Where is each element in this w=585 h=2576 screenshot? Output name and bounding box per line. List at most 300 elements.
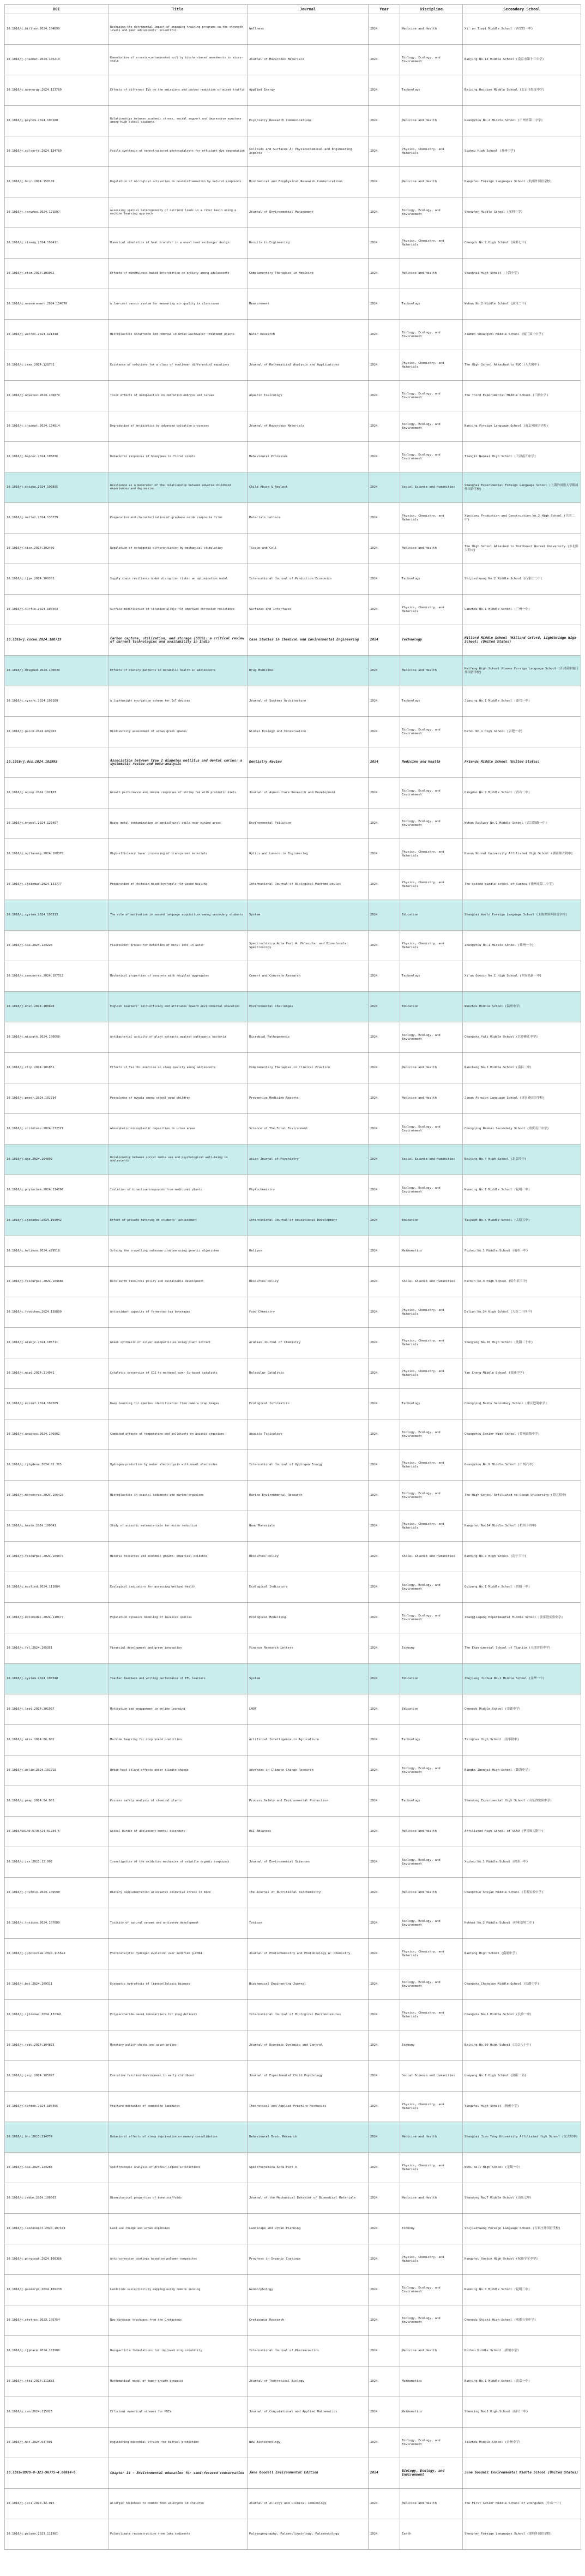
discipline-cell: Biology, Ecology, and Environment [400,2305,463,2336]
doi-cell[interactable]: 10.1016/j.bbr.2023.114774 [5,2122,108,2153]
table-row[interactable] [5,2367,581,2397]
discipline-cell: Social Science and Humanities [400,1267,463,1297]
journal-cell: International Journal of Biological Macromolecules [248,870,369,900]
title-cell: Effects of dietary patterns on metabolic health in adolescents [108,656,248,686]
doi-cell[interactable]: 10.1016/j.beproc.2024.105036 [5,442,108,472]
school-cell: Friends Middle School (United States) [463,747,581,778]
school-cell: Hillard Middle School (Hillard Oxford, Lightbridge High School) (United States) [463,625,581,656]
doi-cell[interactable]: 10.1016/j.bej.2024.109311 [5,1969,108,2000]
table-row[interactable] [5,778,581,808]
table-row[interactable] [5,2214,581,2244]
doi-cell[interactable]: 10.1016/j.ecolmodel.2024.110677 [5,1603,108,1633]
doi-cell[interactable]: 10.1016/B978-0-323-96775-4.00014-6 [5,2458,108,2489]
doi-cell[interactable]: 10.1016/j.dsx.2024.102995 [5,747,108,778]
year-cell: 2024 [369,870,400,900]
title-cell: Mineral resources and economic growth: empirical evidence [108,1542,248,1572]
doi-cell[interactable]: 10.1016/j.jnutbio.2024.109598 [5,1878,108,1908]
journal-cell: Complementary Therapies in Medicine [248,259,369,289]
doi-cell[interactable]: 10.1016/j.ijhydene.2024.03.305 [5,1450,108,1481]
doi-cell[interactable]: 10.1016/j.cscee.2024.100719 [5,625,108,656]
doi-cell[interactable]: 10.1016/j.landusepol.2024.107189 [5,2214,108,2244]
year-cell: 2024 [369,2489,400,2519]
journal-cell: Palaeogeography, Palaeoclimatology, Palaeoecology [248,2519,369,2550]
journal-cell: Journal of Allergy and Clinical Immunology [248,2489,369,2519]
year-cell: 2024 [369,1664,400,1694]
table-row[interactable] [5,1206,581,1236]
journal-cell: Global Ecology and Conservation [248,717,369,747]
doi-cell[interactable]: 10.1016/j.jaci.2023.12.015 [5,2489,108,2519]
table-row[interactable] [5,14,581,45]
journal-cell: Surfaces and Interfaces [248,595,369,625]
year-cell: 2024 [369,2367,400,2397]
doi-cell[interactable]: 10.1016/j.ijbiomac.2024.132341 [5,2000,108,2030]
discipline-cell: Biology, Ecology, and Environment [400,1419,463,1450]
doi-cell[interactable]: 10.1016/j.frl.2024.105351 [5,1633,108,1664]
table-row[interactable] [5,1481,581,1511]
doi-cell[interactable]: 10.1016/j.saa.2024.124228 [5,931,108,961]
table-row[interactable] [5,1053,581,1083]
table-row[interactable] [5,656,581,686]
table-row[interactable] [5,442,581,472]
table-row[interactable] [5,503,581,534]
table-row[interactable] [5,1297,581,1328]
journal-cell: Aquatic Toxicology [248,381,369,411]
title-cell: Heavy metal contamination in agricultural soils near mining areas [108,808,248,839]
table-row[interactable] [5,289,581,320]
doi-cell[interactable]: 10.1016/j.jhazmat.2024.135210 [5,45,108,75]
table-row[interactable] [5,1114,581,1145]
doi-cell[interactable]: 10.1016/j.uclim.2024.101918 [5,1756,108,1786]
title-cell: Deep learning for species identification from camera trap images [108,1389,248,1419]
school-cell: Shandong Experimental High School (山东省实验中学) [463,1786,581,1817]
discipline-cell: Mathematics [400,2367,463,2397]
discipline-cell: Biology, Ecology, and Environment [400,1114,463,1145]
title-cell: Population dynamics modeling of invasive species [108,1603,248,1633]
title-cell: Antibacterial activity of plant extracts against pathogenic bacteria [108,1022,248,1053]
journal-cell: Journal of Computational and Applied Mathematics [248,2397,369,2428]
doi-cell[interactable]: 10.1016/j.sysarc.2024.103189 [5,686,108,717]
table-row[interactable] [5,1878,581,1908]
year-cell: 2024 [369,747,400,778]
title-cell: Resilience as a moderator of the relationship between adverse childhood experiences and depression [108,472,248,503]
journal-cell: Resources Policy [248,1542,369,1572]
doi-cell[interactable]: 10.1016/j.jhazmat.2024.134814 [5,411,108,442]
table-row[interactable] [5,1908,581,1939]
journal-cell: Marine Environmental Research [248,1481,369,1511]
school-cell: Shaoxing No.1 High School (绍兴一中) [463,2397,581,2428]
doi-cell[interactable]: 10.1016/j.system.2024.103313 [5,900,108,931]
doi-cell[interactable]: 10.1016/j.hmate.2024.100041 [5,1511,108,1542]
doi-cell[interactable]: 10.1016/j.arabjc.2024.105711 [5,1328,108,1358]
table-row[interactable] [5,747,581,778]
doi-cell[interactable]: 10.1016/j.envc.2024.100898 [5,992,108,1022]
table-row[interactable] [5,1603,581,1633]
school-cell: Nantong High School (南通中学) [463,1939,581,1969]
doi-cell[interactable]: 10.1016/j.jtbi.2024.111833 [5,2367,108,2397]
journal-cell: Journal of Theoretical Biology [248,2367,369,2397]
discipline-cell: Biology, Ecology, and Environment [400,197,463,228]
year-cell: 2024 [369,2000,400,2030]
table-row[interactable] [5,2183,581,2214]
school-cell: Hohhot No.2 Middle School (呼和浩特二中) [463,1908,581,1939]
title-cell: Effects of mindfulness-based intervention on anxiety among adolescents [108,259,248,289]
doi-cell[interactable]: 10.1016/j.ijpe.2024.109301 [5,564,108,595]
table-row[interactable] [5,1175,581,1206]
table-row[interactable] [5,2336,581,2367]
school-cell: Beijing No.80 High School (北京八十中) [463,2030,581,2061]
title-cell: Photocatalytic hydrogen evolution over modified g-C3N4 [108,1939,248,1969]
year-cell: 2024 [369,2336,400,2367]
table-row[interactable] [5,1267,581,1297]
doi-cell[interactable]: 10.1016/j.surfin.2024.104563 [5,595,108,625]
year-cell: 2024 [369,1022,400,1053]
discipline-cell: Biology, Ecology, and Environment [400,1756,463,1786]
journal-cell: Materials Letters [248,503,369,534]
table-row[interactable] [5,2428,581,2458]
title-cell: Regulation of osteogenic differentiation by mechanical stimulation [108,534,248,564]
header-journal[interactable]: Journal [248,5,369,14]
journal-cell: Cement and Concrete Research [248,961,369,992]
doi-cell[interactable]: 10.1016/j.lmot.2024.101987 [5,1694,108,1725]
table-row[interactable] [5,931,581,961]
doi-cell[interactable]: 10.1016/j.psep.2024.04.001 [5,1786,108,1817]
school-cell: Hefei No.1 High School (合肥一中) [463,717,581,747]
table-row[interactable] [5,2122,581,2153]
school-cell: Zhejiang Jinhua No.1 Middle School (金华一中) [463,1664,581,1694]
journal-cell: Journal of Experimental Child Psychology [248,2061,369,2092]
doi-cell[interactable]: 10.1016/j.ecoinf.2024.102589 [5,1389,108,1419]
doi-cell[interactable]: 10.1016/j.ijpharm.2024.123986 [5,2336,108,2367]
table-row[interactable] [5,2244,581,2275]
year-cell: 2024 [369,564,400,595]
school-cell: The High School Affiliated to Ocean University (海大附中) [463,1481,581,1511]
title-cell: High-efficiency laser processing of transparent materials [108,839,248,870]
title-cell: Fracture mechanics of composite laminates [108,2092,248,2122]
school-cell: Suzhou High School (苏州中学) [463,136,581,167]
doi-cell[interactable]: 10.1016/j.ajp.2024.104099 [5,1145,108,1175]
doi-cell[interactable]: 10.1016/j.aqrep.2024.102193 [5,778,108,808]
doi-cell[interactable]: 10.1016/j.foodchem.2024.138800 [5,1297,108,1328]
discipline-cell: Medicine and Health [400,1053,463,1083]
discipline-cell: Physics, Chemistry, and Materials [400,1450,463,1481]
year-cell: 2024 [369,2030,400,2061]
doi-cell[interactable]: 10.1016/j.marenvres.2024.106423 [5,1481,108,1511]
school-cell: Xuzhou No.1 Middle School (徐州一中) [463,1847,581,1878]
table-row[interactable] [5,2092,581,2122]
doi-cell[interactable]: 10.1016/j.jes.2023.12.002 [5,1847,108,1878]
header-doi[interactable]: DOI [5,5,108,14]
doi-cell[interactable]: 10.1016/j.system.2024.103340 [5,1664,108,1694]
doi-cell[interactable]: 10.1016/j.resourpol.2024.104873 [5,1542,108,1572]
table-row[interactable] [5,1694,581,1725]
title-cell: Enzymatic hydrolysis of lignocellulosic biomass [108,1969,248,2000]
year-cell: 2024 [369,320,400,350]
school-cell: Jinan Foreign Language School (济南外国语学校) [463,1083,581,1114]
title-cell: Degradation of antibiotics by advanced oxidation processes [108,411,248,442]
title-cell: Investigation of the oxidation mechanism of volatile organic compounds [108,1847,248,1878]
doi-cell[interactable]: 10.1016/j.ecolind.2024.111884 [5,1572,108,1603]
table-row[interactable] [5,2305,581,2336]
table-row[interactable] [5,320,581,350]
doi-cell[interactable]: 10.1016/j.jenvman.2024.121507 [5,197,108,228]
journal-cell: Toxicon [248,1908,369,1939]
journal-cell: Journal of Mathematical Analysis and Applications [248,350,369,381]
doi-cell[interactable]: 10.1016/j.tafmec.2024.104405 [5,2092,108,2122]
table-row[interactable] [5,259,581,289]
discipline-cell: Physics, Chemistry, and Materials [400,350,463,381]
year-cell: 2024 [369,167,400,197]
table-row[interactable] [5,2397,581,2428]
doi-cell[interactable]: 10.1016/j.mcat.2024.114041 [5,1358,108,1389]
doi-cell[interactable]: 10.1016/j.jphotochem.2024.115628 [5,1939,108,1969]
year-cell: 2024 [369,381,400,411]
title-cell: Polysaccharide-based nanocarriers for drug delivery [108,2000,248,2030]
title-cell: Atmospheric microplastic deposition in urban areas [108,1114,248,1145]
title-cell: Teacher feedback and writing performance of EFL learners [108,1664,248,1694]
discipline-cell: Education [400,1694,463,1725]
discipline-cell: Physics, Chemistry, and Materials [400,839,463,870]
discipline-cell: Physics, Chemistry, and Materials [400,595,463,625]
doi-cell[interactable]: 10.1016/j.heliyon.2024.e29518 [5,1236,108,1267]
journal-cell: Biochemical Engineering Journal [248,1969,369,2000]
header-year[interactable]: Year [369,5,400,14]
header-secondary-school[interactable]: Secondary School [463,5,581,14]
table-row[interactable] [5,1236,581,1267]
discipline-cell: Physics, Chemistry, and Materials [400,1328,463,1358]
table-row[interactable] [5,2030,581,2061]
table-row[interactable] [5,1939,581,1969]
table-row[interactable] [5,1847,581,1878]
doi-cell[interactable]: 10.1016/j.geomorph.2024.109230 [5,2275,108,2305]
discipline-cell: Technology [400,1389,463,1419]
school-cell: Nanjing No.1 Middle School (南京一中) [463,2367,581,2397]
table-row[interactable] [5,350,581,381]
table-row[interactable] [5,1328,581,1358]
title-cell: Biomechanical properties of bone scaffolds [108,2183,248,2214]
doi-cell[interactable]: 10.1016/j.matlet.2024.136779 [5,503,108,534]
table-row[interactable] [5,1786,581,1817]
table-row[interactable] [5,1969,581,2000]
discipline-cell: Biology, Ecology, and Environment [400,1847,463,1878]
table-row[interactable] [5,472,581,503]
table-row[interactable] [5,75,581,106]
table-row[interactable] [5,2519,581,2550]
journal-cell: International Journal of Production Economics [248,564,369,595]
table-row[interactable] [5,992,581,1022]
school-cell: The High School Attached to RUC (人大附中) [463,350,581,381]
school-cell: Zhengzhou No.1 Middle School (郑州一中) [463,931,581,961]
table-row[interactable] [5,106,581,136]
table-row[interactable] [5,595,581,625]
title-cell: Study of acoustic metamaterials for noise reduction [108,1511,248,1542]
table-row[interactable] [5,1389,581,1419]
journal-cell: International Journal of Biological Macromolecules [248,2000,369,2030]
year-cell: 2024 [369,992,400,1022]
journal-cell: Arabian Journal of Chemistry [248,1328,369,1358]
doi-cell[interactable]: 10.1016/j.measurement.2024.114870 [5,289,108,320]
table-row[interactable] [5,2489,581,2519]
school-cell: Taizhou Middle School (台州中学) [463,2428,581,2458]
doi-cell[interactable]: 10.1016/j.colsurfa.2024.134789 [5,136,108,167]
title-cell: Prevalence of myopia among school-aged children [108,1083,248,1114]
school-cell: Ningbo Zhenhai High School (镇海中学) [463,1756,581,1786]
table-row[interactable] [5,1022,581,1053]
title-cell: Ecological indicators for assessing wetland health [108,1572,248,1603]
doi-cell[interactable]: 10.1016/j.jmaa.2024.128701 [5,350,108,381]
school-cell: Guangzhou No.2 Middle School (广州市第二中学) [463,106,581,136]
doi-cell[interactable]: 10.1016/j.cretres.2023.105754 [5,2305,108,2336]
doi-cell[interactable]: 10.1016/j.gecco.2024.e02963 [5,717,108,747]
doi-cell[interactable]: 10.1016/j.nbt.2024.03.001 [5,2428,108,2458]
header-row [5,5,581,14]
table-row[interactable] [5,2061,581,2092]
doi-cell[interactable]: 10.1016/j.toxicon.2024.107689 [5,1908,108,1939]
doi-cell[interactable]: 10.1016/j.cemconres.2024.107512 [5,961,108,992]
header-title[interactable]: Title [108,5,248,14]
header-discipline[interactable]: Discipline [400,5,463,14]
doi-cell[interactable]: 10.1016/j.bitlrev.2024.104699 [5,14,108,45]
doi-cell[interactable]: 10.1016/j.ctim.2024.103052 [5,259,108,289]
doi-cell[interactable]: 10.1016/j.aiia.2024.06.002 [5,1725,108,1756]
school-cell: Shanghai Jiao Tong University Affiliated High School (交大附中) [463,2122,581,2153]
doi-cell[interactable]: 10.1016/j.jecp.2024.105997 [5,2061,108,2092]
doi-cell[interactable]: 10.1016/j.psycom.2024.100180 [5,106,108,136]
school-cell: Jane Goodall Environmental Middle School (United States) [463,2458,581,2489]
doi-cell[interactable]: 10.1016/j.aquatox.2024.106902 [5,1419,108,1450]
doi-cell[interactable]: 10.1016/S0140-6736(24)01234-5 [5,1817,108,1847]
table-row[interactable] [5,167,581,197]
journal-cell: Case Studies in Chemical and Environmental Engineering [248,625,369,656]
discipline-cell: Technology [400,686,463,717]
discipline-cell: Economy [400,2030,463,2061]
table-row[interactable] [5,2458,581,2489]
table-row[interactable] [5,381,581,411]
journal-cell: Child Abuse & Neglect [248,472,369,503]
table-row[interactable] [5,45,581,75]
table-row[interactable] [5,534,581,564]
doi-cell[interactable]: 10.1016/j.phytochem.2024.114098 [5,1175,108,1206]
school-cell: Chengdu No.7 High School (成都七中) [463,228,581,259]
discipline-cell: Technology [400,289,463,320]
doi-cell[interactable]: 10.1016/j.ctcp.2024.101851 [5,1053,108,1083]
doi-cell[interactable]: 10.1016/j.optlaseng.2024.108370 [5,839,108,870]
table-row[interactable] [5,228,581,259]
table-row[interactable] [5,136,581,167]
table-row[interactable] [5,686,581,717]
doi-cell[interactable]: 10.1016/j.chiabu.2024.106895 [5,472,108,503]
doi-cell[interactable]: 10.1016/j.scitotenv.2024.172571 [5,1114,108,1145]
doi-cell[interactable]: 10.1016/j.jmbbm.2024.106563 [5,2183,108,2214]
doi-cell[interactable]: 10.1016/j.envpol.2024.123457 [5,808,108,839]
discipline-cell: Biology, Ecology, and Environment [400,320,463,350]
table-row[interactable] [5,1358,581,1389]
doi-cell[interactable]: 10.1016/j.aquatox.2024.106879 [5,381,108,411]
table-row[interactable] [5,197,581,228]
doi-cell[interactable]: 10.1016/j.tice.2024.102436 [5,534,108,564]
year-cell: 2024 [369,2061,400,2092]
doi-cell[interactable]: 10.1016/j.apenergy.2024.123789 [5,75,108,106]
journal-cell: Applied Energy [248,75,369,106]
journal-cell: Behavioural Processes [248,442,369,472]
table-row[interactable] [5,2000,581,2030]
table-row[interactable] [5,411,581,442]
year-cell: 2024 [369,2183,400,2214]
doi-cell[interactable]: 10.1016/j.palaeo.2023.111981 [5,2519,108,2550]
table-row[interactable] [5,1817,581,1847]
doi-cell[interactable]: 10.1016/j.drugmed.2024.100039 [5,656,108,686]
school-cell: Shijiazhuang Foreign Language School (石家庄外国语学校) [463,2214,581,2244]
table-row[interactable] [5,1450,581,1481]
table-row[interactable] [5,717,581,747]
doi-cell[interactable]: 10.1016/j.pmedr.2024.102734 [5,1083,108,1114]
table-row[interactable] [5,961,581,992]
doi-cell[interactable]: 10.1016/j.rineng.2024.102411 [5,228,108,259]
school-cell: Harbin No.3 High School (哈尔滨三中) [463,1267,581,1297]
title-cell: Motivation and engagement in online learning [108,1694,248,1725]
title-cell: Land use change and urban expansion [108,2214,248,2244]
journal-cell: Colloids and Surfaces A: Physicochemical and Engineering Aspects [248,136,369,167]
table-row[interactable] [5,870,581,900]
journal-cell: Aquatic Toxicology [248,1419,369,1450]
table-row[interactable] [5,1145,581,1175]
table-row[interactable] [5,1633,581,1664]
doi-cell[interactable]: 10.1016/j.cam.2024.115923 [5,2397,108,2428]
doi-cell[interactable]: 10.1016/j.saa.2024.124286 [5,2153,108,2183]
doi-cell[interactable]: 10.1016/j.jedc.2024.104873 [5,2030,108,2061]
discipline-cell: Medicine and Health [400,106,463,136]
doi-cell[interactable]: 10.1016/j.ijedudev.2024.103042 [5,1206,108,1236]
title-cell: Isolation of bioactive compounds from medicinal plants [108,1175,248,1206]
discipline-cell: Physics, Chemistry, and Materials [400,1511,463,1542]
doi-cell[interactable]: 10.1016/j.ijbiomac.2024.131777 [5,870,108,900]
journal-cell: Process Safety and Environmental Protection [248,1786,369,1817]
table-row[interactable] [5,2153,581,2183]
school-cell: Nanning No.3 High School (南宁三中) [463,1542,581,1572]
table-row[interactable] [5,1419,581,1450]
doi-cell[interactable]: 10.1016/j.porgcoat.2024.108386 [5,2244,108,2275]
table-row[interactable] [5,1725,581,1756]
doi-cell[interactable]: 10.1016/j.resourpol.2024.104888 [5,1267,108,1297]
doi-cell[interactable]: 10.1016/j.micpath.2024.106658 [5,1022,108,1053]
table-row[interactable] [5,625,581,656]
table-row[interactable] [5,808,581,839]
table-row[interactable] [5,1511,581,1542]
table-row[interactable] [5,1083,581,1114]
school-cell: Wuxi No.1 High School (无锡一中) [463,2153,581,2183]
table-row[interactable] [5,1664,581,1694]
journal-cell: Behavioural Brain Research [248,2122,369,2153]
doi-cell[interactable]: 10.1016/j.watres.2024.121448 [5,320,108,350]
discipline-cell: Technology [400,75,463,106]
discipline-cell: Biology, Ecology, and Environment [400,1908,463,1939]
year-cell: 2024 [369,1908,400,1939]
table-row[interactable] [5,1542,581,1572]
table-row[interactable] [5,839,581,870]
table-row[interactable] [5,1572,581,1603]
table-row[interactable] [5,2275,581,2305]
discipline-cell: Physics, Chemistry, and Materials [400,1358,463,1389]
doi-cell[interactable]: 10.1016/j.bbrc.2024.150128 [5,167,108,197]
table-row[interactable] [5,564,581,595]
year-cell: 2024 [369,1603,400,1633]
title-cell: Global burden of adolescent mental disorders [108,1817,248,1847]
table-row[interactable] [5,900,581,931]
school-cell: Xiamen Shuangshi Middle School (厦门双十中学) [463,320,581,350]
title-cell: Existence of solutions for a class of nonlinear differential equations [108,350,248,381]
table-row[interactable] [5,1756,581,1786]
discipline-cell: Medicine and Health [400,2489,463,2519]
year-cell: 2024 [369,961,400,992]
